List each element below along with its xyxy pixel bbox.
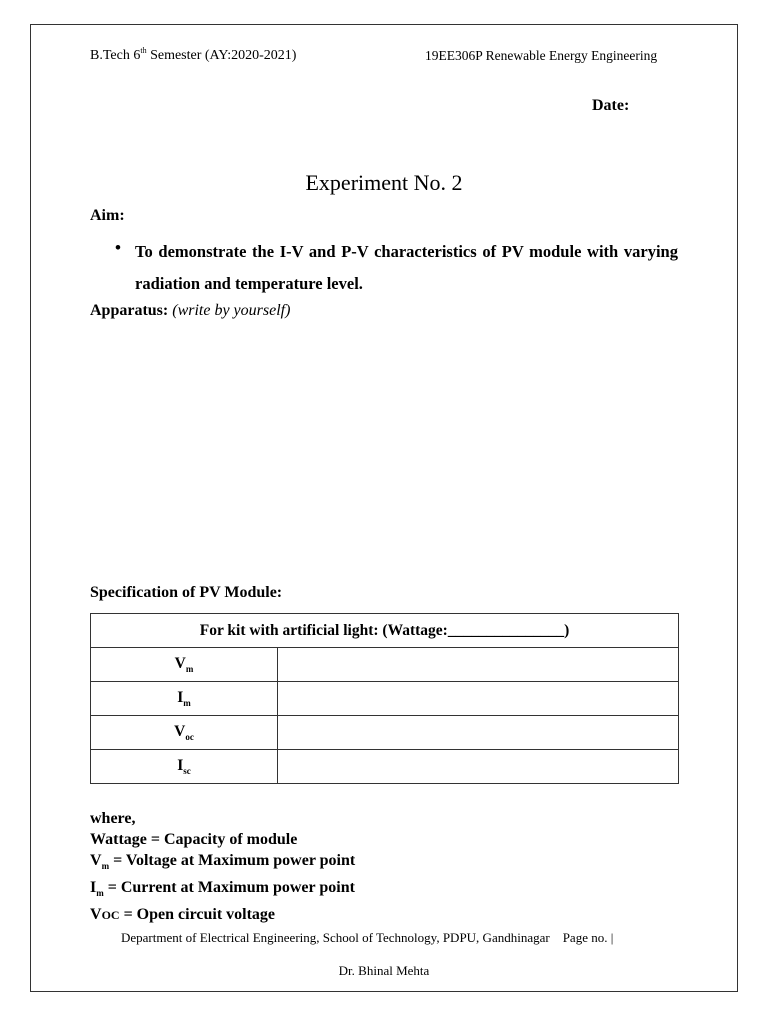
table-row <box>91 750 679 784</box>
table-header: For kit with artificial light: (Wattage:_______________) <box>91 614 679 648</box>
spec-title: Specification of PV Module: <box>90 584 283 601</box>
definition-vm: $V_m$ = Voltage at Maximum power point <box>90 852 356 872</box>
row-label-im: $I_m$ <box>91 682 278 716</box>
page-title: Experiment No. 2 <box>305 170 463 195</box>
aim-label: Aim: <box>90 207 125 224</box>
table-row <box>91 682 679 716</box>
footer-department: Department of Electrical Engineering, School of Technology, PDPU, Gandhinagar Page no. | <box>121 930 614 945</box>
row-label-isc: $I_{sc}$ <box>91 750 278 784</box>
date-label: Date: <box>592 97 630 114</box>
row-value-vm <box>278 648 679 682</box>
row-label-voc: $V_{oc}$ <box>91 716 278 750</box>
aim-text: To demonstrate the I-V and P-V characteristics of PV module with varying radiation and temperature level. <box>135 242 678 293</box>
row-label-vm: $V_m$ <box>91 648 278 682</box>
definitions-intro: where, <box>90 810 136 827</box>
header-subject: 19EE306P Renewable Energy Engineering <box>425 48 658 63</box>
table-header-row <box>91 614 679 648</box>
definition-im: $I_m$ = Current at Maximum power point <box>90 879 355 899</box>
definitions <box>90 808 490 926</box>
apparatus-line <box>90 302 290 320</box>
aim-bullet: • <box>115 238 121 257</box>
table-row <box>91 648 679 682</box>
header-course: B.Tech 6th Semester (AY:2020-2021) <box>90 46 297 63</box>
row-value-isc <box>278 750 679 784</box>
definition-wattage: Wattage = Capacity of module <box>90 831 298 848</box>
apparatus-note: (write by yourself) <box>172 302 291 319</box>
footer-author: Dr. Bhinal Mehta <box>338 963 430 978</box>
spec-table <box>90 613 679 784</box>
row-value-voc <box>278 716 679 750</box>
apparatus-label: Apparatus: <box>90 302 169 319</box>
table-row <box>91 716 679 750</box>
definition-voc: VOC = Open circuit voltage <box>90 906 276 924</box>
row-value-im <box>278 682 679 716</box>
